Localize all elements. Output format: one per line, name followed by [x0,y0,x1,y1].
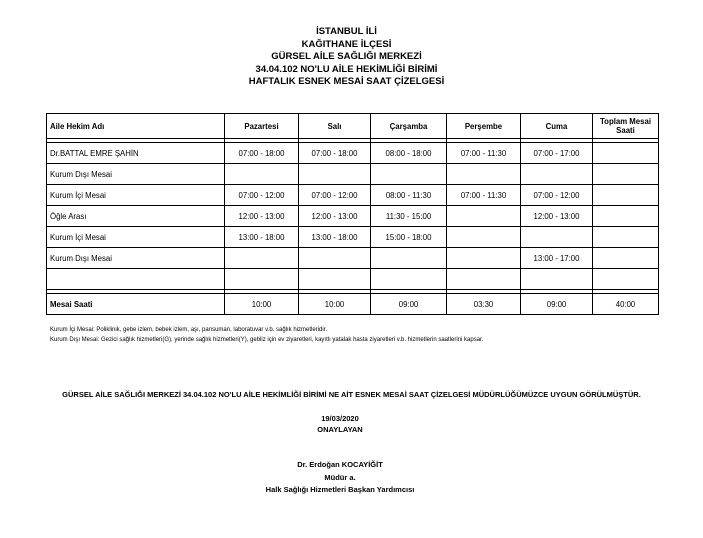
note-external: Kurum Dışı Mesai: Gezici sağlık hizmetleri(G), yerinde sağlık hizmetleri(Y), gebliz için ev ziyaretleri, kayıtlı yatalak hasta ziyaretleri v.b. hizmetlerin saatlerini kapsar. [50,337,484,343]
note-internal: Kurum İçi Mesai: Poliklinik, gebe izlem, bebek izlem, aşı, pansuman, laboratuvar v.b. sağlık hizmetleridir. [50,327,328,333]
table-row [47,143,659,164]
table-cell: 07:00 - 12:00 [521,185,593,206]
total-cell: 10:00 [299,294,371,315]
column-header: Perşembe [447,114,521,139]
table-cell: 08:00 - 11:30 [371,185,447,206]
table-cell [299,164,371,185]
header-unit: 34.04.102 NO'LU AİLE HEKİMLİĞİ BİRİMİ [255,63,438,75]
approval-date: 19/03/2020 [321,414,359,423]
table-cell [593,164,659,185]
table-cell: Öğle Arası [47,206,225,227]
table-cell [447,164,521,185]
table-cell: 07:00 - 18:00 [299,143,371,164]
table-cell [593,185,659,206]
table-cell [299,269,371,290]
table-cell [593,269,659,290]
table-cell [371,164,447,185]
total-cell: 09:00 [521,294,593,315]
approval-statement: GÜRSEL AİLE SAĞLIĞI MERKEZİ 34.04.102 NO'LU AİLE HEKİMLİĞİ BİRİMİ NE AİT ESNEK MESAİ SAAT ÇİZELGESİ MÜDÜRLÜĞÜMÜZCE UYGUN GÖRÜLMÜŞTÜR. [62,390,641,399]
table-cell [521,164,593,185]
table-cell: 13:00 - 18:00 [299,227,371,248]
table-cell: 12:00 - 13:00 [299,206,371,227]
column-header: Salı [299,114,371,139]
table-cell: Kurum Dışı Mesai [47,164,225,185]
column-header: Aile Hekim Adı [47,114,225,139]
table-cell: 13:00 - 17:00 [521,248,593,269]
table-cell: Kurum Dışı Mesai [47,248,225,269]
table-cell [47,269,225,290]
table-cell [593,143,659,164]
table-row [47,248,659,269]
table-cell: 08:00 - 18:00 [371,143,447,164]
column-header: Toplam Mesai Saati [593,114,659,139]
table-cell: Kurum İçi Mesai [47,185,225,206]
table-cell [447,269,521,290]
table-row [47,164,659,185]
table-cell: 15:00 - 18:00 [371,227,447,248]
table-cell: 13:00 - 18:00 [225,227,299,248]
table-cell [225,164,299,185]
table-cell: 07:00 - 11:30 [447,143,521,164]
table-cell [371,248,447,269]
table-row [47,269,659,290]
table-row [47,206,659,227]
total-cell: 10:00 [225,294,299,315]
column-header: Çarşamba [371,114,447,139]
table-cell: 11:30 - 15:00 [371,206,447,227]
table-cell [521,227,593,248]
column-header: Pazartesi [225,114,299,139]
table-cell: 12:00 - 13:00 [521,206,593,227]
total-cell: 03:30 [447,294,521,315]
signer-name: Dr. Erdoğan KOCAYİĞİT [297,460,383,469]
approved-by: ONAYLAYAN [317,425,363,434]
table-header-row [47,114,659,139]
header-center: GÜRSEL AİLE SAĞLIĞI MERKEZİ [271,51,422,62]
table-row [47,227,659,248]
table-row [47,185,659,206]
table-cell [371,269,447,290]
table-cell [447,248,521,269]
table-cell [593,227,659,248]
table-cell [225,269,299,290]
table-cell [447,206,521,227]
schedule-table [46,113,659,315]
total-cell: 09:00 [371,294,447,315]
table-cell: 07:00 - 12:00 [225,185,299,206]
table-cell: 12:00 - 13:00 [225,206,299,227]
signer-title-2: Halk Sağlığı Hizmetleri Başkan Yardımcısı [265,485,415,494]
approval-date-block [0,413,680,435]
table-cell [225,248,299,269]
notes [50,325,483,345]
document-header [0,26,703,89]
table-cell: 07:00 - 17:00 [521,143,593,164]
table-cell [299,248,371,269]
signer-block [0,459,680,497]
table-cell [447,227,521,248]
table-cell: 07:00 - 12:00 [299,185,371,206]
header-title: HAFTALIK ESNEK MESAİ SAAT ÇİZELGESİ [248,76,445,87]
total-label: Mesai Saati [47,294,225,315]
table-cell [521,269,593,290]
table-cell: 07:00 - 18:00 [225,143,299,164]
header-district: KAĞITHANE İLÇESİ [301,38,392,50]
header-province: İSTANBUL İLİ [316,26,377,37]
total-cell: 40:00 [593,294,659,315]
table-cell: 07:00 - 11:30 [447,185,521,206]
table-cell: Kurum İçi Mesai [47,227,225,248]
signer-title: Müdür a. [324,472,356,482]
table-cell: Dr.BATTAL EMRE ŞAHİN [47,143,225,164]
total-row [47,294,659,315]
column-header: Cuma [521,114,593,139]
table-cell [593,248,659,269]
table-cell [593,206,659,227]
